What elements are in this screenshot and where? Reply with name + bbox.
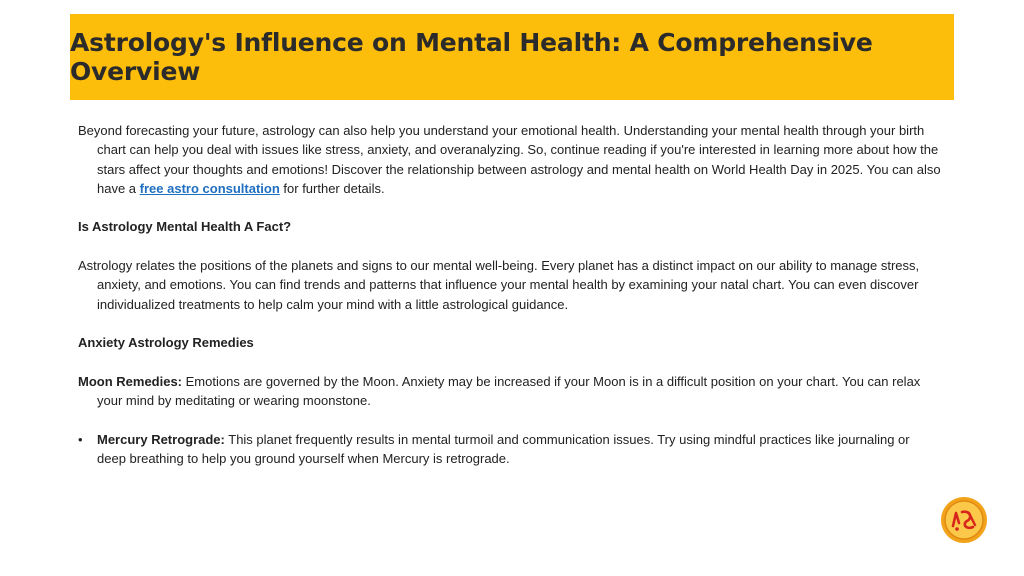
section-heading-anxiety-remedies: Anxiety Astrology Remedies: [78, 335, 254, 351]
mercury-retrograde-text: This planet frequently results in mental turmoil and communication issues. Try using mindful practices like journaling or deep breathing to help you ground yourself when Mercury is retrograde.: [97, 431, 910, 467]
astrology-brand-logo-icon: [940, 496, 988, 544]
mercury-retrograde-label: Mercury Retrograde:: [97, 431, 225, 447]
moon-remedies-text: Emotions are governed by the Moon. Anxiety may be increased if your Moon is in a difficult position on your chart. You can relax your mind by meditating or wearing moonstone.: [97, 373, 921, 409]
moon-remedies-paragraph: [78, 372, 942, 411]
intro-paragraph: [78, 121, 942, 198]
intro-text: Beyond forecasting your future, astrology can also help you understand your emotional health. Understanding your mental health through your birth chart can help you deal with issues like stress, anxiety, and overanalyzing. So, continue reading if you're interested in learning more about how the stars affect your thoughts and emotions! Discover the relationship between astrology and mental health on World Health Day in 2025. You can also have a: [78, 123, 941, 196]
section-paragraph-astrology-fact: Astrology relates the positions of the planets and signs to our mental well-being. Every planet has a distinct impact on our ability to manage stress, anxiety, and emotions. You can find trends and patterns that influence your mental health by examining your natal chart. You can even discover individualized treatments to help calm your mind with a little astrological guidance.: [78, 258, 920, 312]
bullet-icon: •: [78, 431, 83, 447]
free-astro-consultation-link[interactable]: free astro consultation: [139, 180, 280, 196]
article-body: [78, 121, 942, 468]
title-banner: [70, 14, 954, 100]
moon-remedies-label: Moon Remedies:: [78, 373, 183, 389]
page-title: Astrology's Influence on Mental Health: A Comprehensive Overview: [70, 28, 873, 86]
mercury-retrograde-list-item: [78, 430, 942, 469]
intro-text-end: for further details.: [279, 180, 385, 196]
section-heading-astrology-fact: Is Astrology Mental Health A Fact?: [78, 219, 292, 235]
